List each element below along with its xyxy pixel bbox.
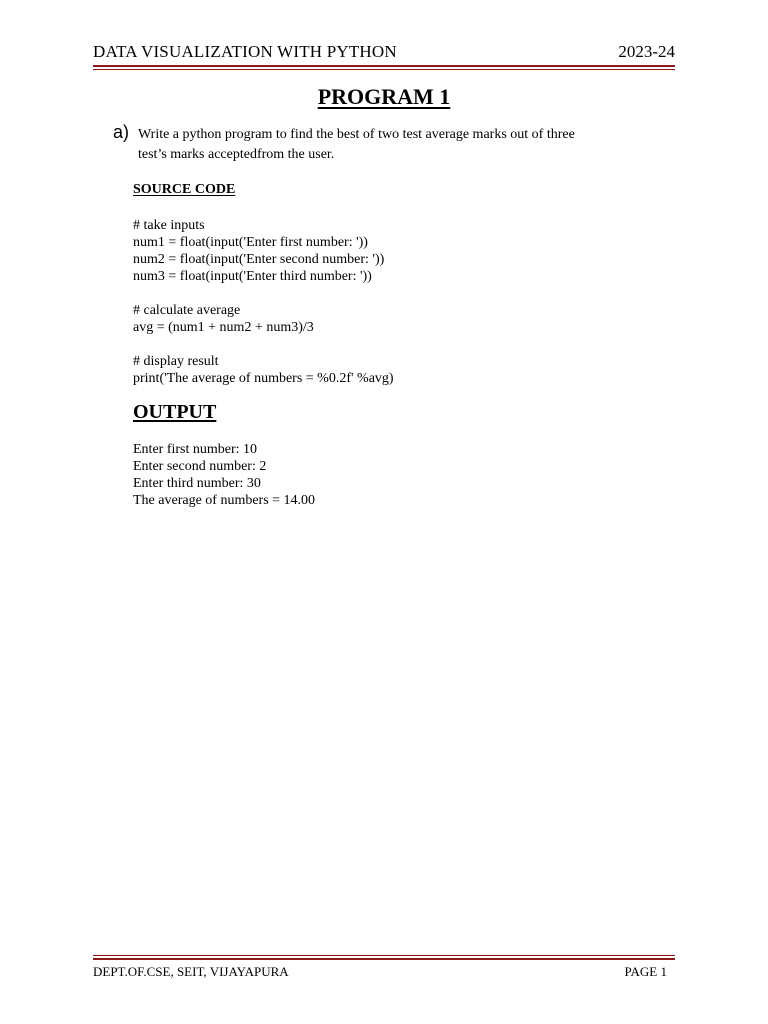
footer-department: DEPT.OF.CSE, SEIT, VIJAYAPURA <box>93 964 289 979</box>
source-code-block <box>133 217 394 387</box>
program-title <box>0 84 768 110</box>
code-line-blank <box>133 336 394 353</box>
footer-rule-thick <box>93 958 675 960</box>
code-line: print('The average of numbers = %0.2f' %avg) <box>133 371 394 386</box>
code-line: num1 = float(input('Enter first number: ')) <box>133 235 368 250</box>
header-rule-thin <box>93 69 675 70</box>
header-title: DATA VISUALIZATION WITH PYTHON <box>93 42 397 61</box>
code-line: avg = (num1 + num2 + num3)/3 <box>133 320 314 335</box>
code-line-blank <box>133 285 394 302</box>
output-block <box>133 441 315 509</box>
page-header <box>93 42 675 64</box>
code-line: num2 = float(input('Enter second number: ')) <box>133 252 385 267</box>
code-line: # display result <box>133 354 219 369</box>
question-text <box>138 125 658 165</box>
footer-page-number: PAGE 1 <box>624 964 667 979</box>
question-line-2: test’s marks acceptedfrom the user. <box>138 147 335 162</box>
output-heading: OUTPUT <box>133 401 217 423</box>
code-line: # calculate average <box>133 303 241 318</box>
source-code-heading: SOURCE CODE <box>133 182 236 197</box>
code-line: num3 = float(input('Enter third number: ')) <box>133 269 372 284</box>
question-marker: a) <box>113 122 130 142</box>
header-year: 2023-24 <box>618 42 675 61</box>
output-line: Enter third number: 30 <box>133 476 261 491</box>
output-line: Enter first number: 10 <box>133 442 258 457</box>
header-rule-thick <box>93 65 675 67</box>
program-title-text: PROGRAM 1 <box>317 84 451 109</box>
page-footer <box>93 964 667 982</box>
footer-rule-thin <box>93 955 675 956</box>
question-line-1: Write a python program to find the best of two test average marks out of three <box>138 127 575 142</box>
output-line: The average of numbers = 14.00 <box>133 493 316 508</box>
code-line: # take inputs <box>133 218 205 233</box>
output-line: Enter second number: 2 <box>133 459 267 474</box>
